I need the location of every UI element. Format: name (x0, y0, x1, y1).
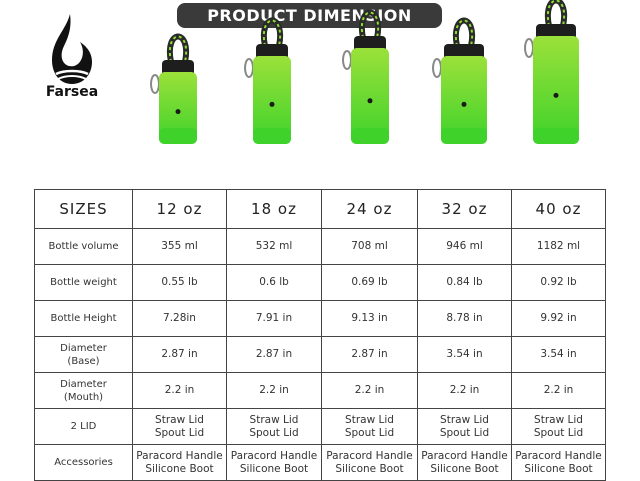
cell-line: 7.91 in (255, 312, 293, 324)
row-label (35, 337, 133, 373)
cell-line: 0.55 lb (161, 276, 198, 288)
table-cell (512, 445, 606, 481)
silicone-boot (441, 128, 487, 144)
table-row (35, 229, 606, 265)
table-header-row (35, 190, 606, 229)
cell-line: Diameter (60, 342, 107, 354)
row-label (35, 445, 133, 481)
cell-line: 3.54 in (540, 348, 577, 360)
table-cell (512, 301, 606, 337)
cell-line: Accessories (54, 457, 113, 468)
size-header: 24 oz (322, 190, 418, 229)
cell-line: 9.13 in (351, 312, 388, 324)
cell-line: 2 LID (70, 421, 97, 432)
cell-line: Paracord Handle (136, 449, 223, 462)
cell-line: Paracord Handle (515, 449, 602, 462)
cell-line: Spout Lid (154, 426, 205, 439)
cell-line: Straw Lid (440, 413, 489, 426)
table-row (35, 409, 606, 445)
table-cell (512, 373, 606, 409)
row-label (35, 373, 133, 409)
table-cell (227, 337, 322, 373)
size-header: 32 oz (418, 190, 512, 229)
cell-line: Straw Lid (155, 413, 204, 426)
cell-line: 0.69 lb (351, 276, 388, 288)
cell-line: Paracord Handle (326, 449, 413, 462)
cell-line: 2.2 in (259, 384, 289, 396)
cell-line: 2.87 in (161, 348, 198, 360)
table-cell (133, 409, 227, 445)
bottle-24-oz (331, 0, 409, 152)
table-cell (418, 373, 512, 409)
cell-line: 2.2 in (354, 384, 385, 396)
table-cell (227, 373, 322, 409)
cell-line: Silicone Boot (239, 462, 309, 475)
cell-line: 3.54 in (446, 348, 483, 360)
carabiner (245, 59, 253, 77)
table-cell (322, 373, 418, 409)
table-cell (322, 301, 418, 337)
table-cell (512, 337, 606, 373)
cell-line: 8.78 in (446, 312, 483, 324)
bottle-40-oz (513, 0, 599, 152)
bottle-32-oz (421, 4, 507, 152)
table-cell (227, 445, 322, 481)
cell-line: Silicone Boot (430, 462, 499, 475)
table-cell (418, 409, 512, 445)
cell-line: Silicone Boot (524, 462, 593, 475)
page-title-banner: PRODUCT DIMENSION (177, 3, 442, 28)
carabiner (343, 51, 351, 69)
table-cell (227, 229, 322, 265)
table-cell (227, 409, 322, 445)
cell-line: (Mouth) (63, 391, 104, 403)
table-cell (322, 445, 418, 481)
cell-line: 946 ml (446, 240, 483, 252)
cell-line: Bottle Height (50, 313, 117, 324)
sizes-header: SIZES (35, 190, 133, 229)
table-row (35, 301, 606, 337)
table-cell (418, 445, 512, 481)
cell-line: 2.2 in (449, 384, 480, 396)
size-header: 12 oz (133, 190, 227, 229)
table-cell (418, 265, 512, 301)
table-cell (322, 265, 418, 301)
cell-line: Bottle volume (48, 241, 119, 252)
size-header: 40 oz (512, 190, 606, 229)
carabiner (433, 59, 441, 77)
carabiner (525, 39, 533, 57)
cell-line: (Base) (67, 355, 100, 367)
cell-line: 2.2 in (164, 384, 195, 396)
table-row (35, 337, 606, 373)
cell-line: Paracord Handle (421, 449, 508, 462)
cell-line: 1182 ml (536, 240, 581, 252)
table-cell (133, 265, 227, 301)
row-label (35, 301, 133, 337)
cell-line: 2.87 in (351, 348, 388, 360)
table-cell (512, 409, 606, 445)
bottle-logo-mark (462, 102, 467, 107)
cell-line: 0.6 lb (259, 276, 289, 288)
table-row (35, 445, 606, 481)
cell-line: Diameter (60, 378, 107, 390)
bottle-logo-mark (554, 93, 559, 98)
size-header: 18 oz (227, 190, 322, 229)
table-cell (227, 265, 322, 301)
table-cell (133, 337, 227, 373)
cell-line: Spout Lid (249, 426, 299, 439)
bottle-logo-mark (368, 98, 373, 103)
cell-line: Straw Lid (249, 413, 299, 426)
cell-line: 2.87 in (255, 348, 293, 360)
table-cell (512, 265, 606, 301)
silicone-boot (159, 128, 197, 144)
bottle-body (533, 36, 579, 144)
table-cell (322, 337, 418, 373)
table-cell (418, 337, 512, 373)
bottle-18-oz (233, 4, 311, 152)
cell-line: Straw Lid (345, 413, 394, 426)
cell-line: 9.92 in (540, 312, 577, 324)
brand-name: Farsea (45, 84, 99, 100)
carabiner (151, 75, 159, 93)
table-cell (133, 373, 227, 409)
row-label (35, 409, 133, 445)
bottle-logo-mark (270, 102, 275, 107)
cell-line: Silicone Boot (335, 462, 404, 475)
cell-line: Spout Lid (344, 426, 395, 439)
table-cell (133, 229, 227, 265)
table-cell (227, 301, 322, 337)
cell-line: 708 ml (351, 240, 388, 252)
spec-table (34, 189, 606, 481)
table-cell (418, 301, 512, 337)
table-row (35, 373, 606, 409)
silicone-boot (351, 128, 389, 144)
cell-line: 0.84 lb (446, 276, 483, 288)
row-label (35, 229, 133, 265)
silicone-boot (253, 128, 291, 144)
cell-line: Silicone Boot (145, 462, 214, 475)
cell-line: 532 ml (255, 240, 293, 252)
bottle-logo-mark (176, 109, 181, 114)
cell-line: 355 ml (161, 240, 198, 252)
cell-line: Paracord Handle (230, 449, 318, 462)
cell-line: Spout Lid (533, 426, 584, 439)
cell-line: 7.28in (163, 312, 196, 324)
bottle-12-oz (139, 20, 217, 152)
silicone-boot (533, 128, 579, 144)
table-row (35, 265, 606, 301)
cell-line: Bottle weight (50, 277, 117, 288)
cell-line: Straw Lid (534, 413, 583, 426)
table-cell (322, 409, 418, 445)
cell-line: Spout Lid (439, 426, 490, 439)
cell-line: 0.92 lb (540, 276, 577, 288)
table-cell (133, 301, 227, 337)
row-label (35, 265, 133, 301)
table-cell (133, 445, 227, 481)
table-cell (322, 229, 418, 265)
table-cell (512, 229, 606, 265)
cell-line: 2.2 in (543, 384, 574, 396)
table-cell (418, 229, 512, 265)
